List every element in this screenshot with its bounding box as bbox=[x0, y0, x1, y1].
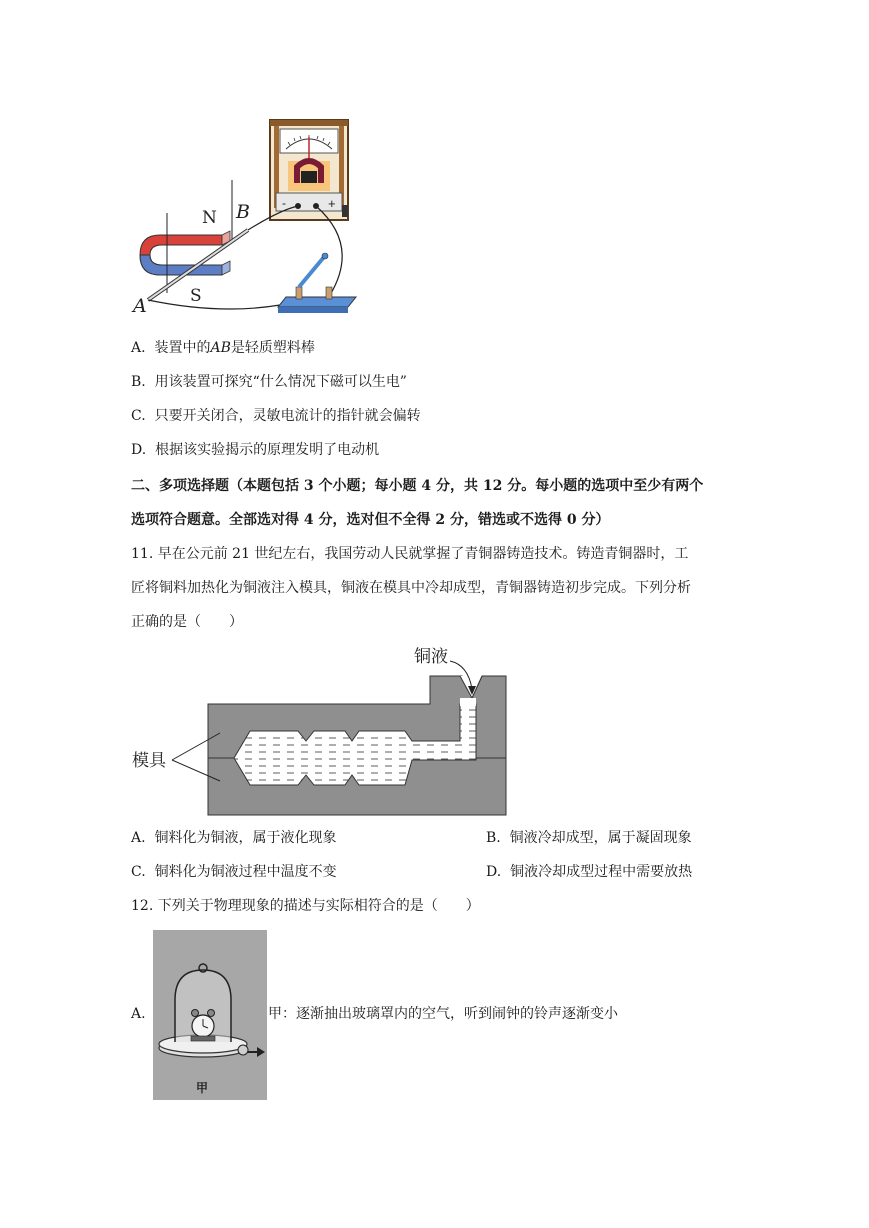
q12-option-a-letter: A. bbox=[131, 1006, 146, 1022]
label-s: S bbox=[190, 286, 202, 306]
q11-stem-line2: 匠将铜料加热化为铜液注入模具，铜液在模具中冷却成型，青铜器铸造初步完成。下列分析 bbox=[131, 580, 691, 596]
svg-text:+: + bbox=[328, 196, 336, 211]
q10-option-c: C. 只要开关闭合，灵敏电流计的指针就会偏转 bbox=[131, 408, 421, 424]
mold-figure bbox=[130, 643, 510, 818]
q11-option-b: B. 铜液冷却成型，属于凝固现象 bbox=[486, 830, 692, 846]
section-heading-line2: 选项符合题意。全部选对得 4 分，选对但不全得 2 分，错选或不选得 0 分） bbox=[131, 512, 610, 528]
q12-option-a-text: 甲：逐渐抽出玻璃罩内的空气，听到闹钟的铃声逐渐变小 bbox=[268, 1006, 618, 1022]
electromagnetic-induction-figure bbox=[130, 115, 360, 320]
label-n: N bbox=[202, 208, 217, 228]
q11-option-c: C. 铜料化为铜液过程中温度不变 bbox=[131, 864, 337, 880]
bell-jar-photo bbox=[153, 930, 267, 1100]
section-heading-line1: 二、多项选择题（本题包括 3 个小题；每小题 4 分，共 12 分。每小题的选项中至少有两个 bbox=[131, 478, 704, 494]
q12-stem: 12. 下列关于物理现象的描述与实际相符合的是（ ） bbox=[131, 898, 480, 914]
label-b: B bbox=[236, 201, 250, 223]
q11-option-d: D. 铜液冷却成型过程中需要放热 bbox=[486, 864, 693, 880]
label-a: A bbox=[133, 295, 147, 317]
q11-stem-line1: 11. 早在公元前 21 世纪左右，我国劳动人民就掌握了青铜器铸造技术。铸造青铜器时，工 bbox=[131, 546, 689, 562]
q10-option-a: A. 装置中的AB是轻质塑料棒 bbox=[131, 340, 315, 356]
photo-label-jia: 甲 bbox=[196, 1081, 209, 1095]
svg-text:-: - bbox=[282, 196, 286, 210]
q11-stem-line3: 正确的是（ ） bbox=[131, 614, 243, 630]
q10-option-b: B. 用该装置可探究“什么情况下磁可以生电” bbox=[131, 374, 407, 390]
option-letter: A. bbox=[131, 340, 146, 356]
switch bbox=[278, 297, 356, 307]
label-mold: 模具 bbox=[132, 751, 166, 771]
q10-option-d: D. 根据该实验揭示的原理发明了电动机 bbox=[131, 442, 380, 458]
q11-option-a: A. 铜料化为铜液，属于液化现象 bbox=[131, 830, 337, 846]
label-copper-liquid: 铜液 bbox=[414, 647, 448, 667]
